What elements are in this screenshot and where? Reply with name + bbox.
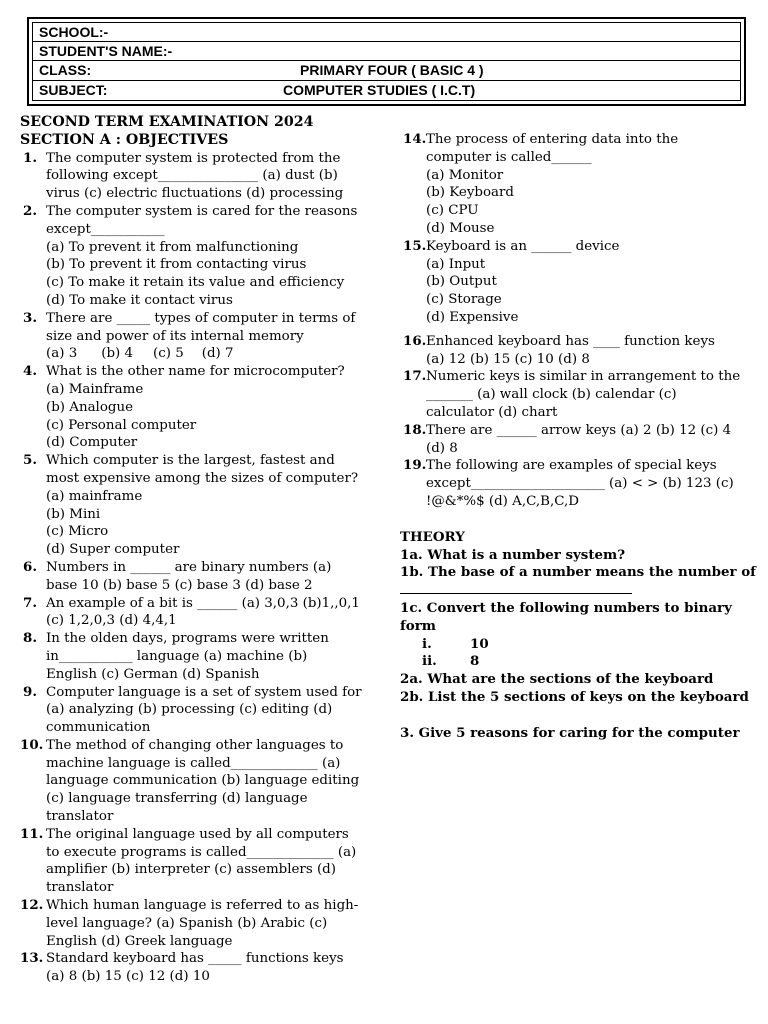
question-number: 16. xyxy=(403,332,427,349)
question-text: (c) 1,2,0,3 (d) 4,4,1 xyxy=(46,613,177,629)
sub-item-value: 8 xyxy=(470,653,480,670)
question-number: 13. xyxy=(20,950,44,967)
question-number: 12. xyxy=(20,897,44,914)
question-text: language communication (b) language editing xyxy=(46,773,360,789)
question-text: except____________________ (a) < > (b) 123 (c) xyxy=(426,476,734,492)
class-row xyxy=(33,61,740,80)
option: (a) 3 xyxy=(46,346,78,362)
question-number: 6. xyxy=(23,558,37,575)
question-number: 5. xyxy=(23,452,37,469)
school-label: SCHOOL:- xyxy=(39,24,109,40)
question-number: 18. xyxy=(403,421,427,438)
question-number: 3. xyxy=(23,309,37,326)
question-text: level language? (a) Spanish (b) Arabic (c) xyxy=(46,915,328,931)
question-text: machine language is called_____________ (a) xyxy=(46,755,341,771)
question-14 xyxy=(400,131,760,167)
option: (a) Mainframe xyxy=(46,381,144,397)
theory-question-1c: 1c. Convert the following numbers to binary xyxy=(400,599,732,616)
question-text: The method of changing other languages to xyxy=(46,737,344,753)
question-text: most expensive among the sizes of computer? xyxy=(46,470,359,486)
option: (d) 7 xyxy=(201,346,234,362)
question-number: 9. xyxy=(23,683,37,700)
option: (a) Input xyxy=(426,256,486,272)
theory-question-1c-cont: form xyxy=(400,617,436,634)
question-7 xyxy=(20,595,370,631)
question-text: An example of a bit is ______ (a) 3,0,3 (b)1,,0,1 xyxy=(46,595,360,611)
option: (b) Analogue xyxy=(46,399,134,415)
option: (d) To make it contact virus xyxy=(46,292,233,308)
sub-item-value: 10 xyxy=(470,635,489,652)
spacer xyxy=(400,707,760,725)
option: (c) Storage xyxy=(426,292,502,308)
option: (a) To prevent it from malfunctioning xyxy=(46,239,299,255)
roman-numeral: ii. xyxy=(422,653,437,670)
question-text: The computer system is cared for the reasons xyxy=(46,203,358,219)
question-text: The following are examples of special keys xyxy=(426,458,717,474)
question-text: (a) 12 (b) 15 (c) 10 (d) 8 xyxy=(426,351,590,367)
spacer xyxy=(400,511,760,529)
question-number: 2. xyxy=(23,202,37,219)
question-2 xyxy=(20,203,370,239)
question-text: base 10 (b) base 5 (c) base 3 (d) base 2 xyxy=(46,577,313,593)
question-17 xyxy=(400,368,760,421)
theory-question-3: 3. Give 5 reasons for caring for the computer xyxy=(400,724,740,741)
option: (b) To prevent it from contacting virus xyxy=(46,257,307,273)
option: (b) Keyboard xyxy=(426,185,515,201)
question-text: translator xyxy=(46,880,114,896)
question-text: Standard keyboard has _____ functions keys xyxy=(46,951,344,967)
option: (a) mainframe xyxy=(46,488,143,504)
question-1 xyxy=(20,150,370,203)
question-text: in___________ language (a) machine (b) xyxy=(46,648,308,664)
question-text: following except_______________ (a) dust (b) xyxy=(46,168,338,184)
option: (b) Output xyxy=(426,274,497,290)
question-text: There are _____ types of computer in terms of xyxy=(46,310,356,326)
question-number: 17. xyxy=(403,368,427,385)
question-text: Computer language is a set of system used for xyxy=(46,684,362,700)
theory-question-2a: 2a. What are the sections of the keyboard xyxy=(400,671,714,688)
option: (d) Super computer xyxy=(46,542,180,558)
option: (b) 4 xyxy=(101,346,134,362)
question-text: The computer system is protected from the xyxy=(46,150,341,166)
question-text: calculator (d) chart xyxy=(426,404,558,420)
question-text: Numbers in ______ are binary numbers (a) xyxy=(46,559,332,575)
question-11 xyxy=(20,826,370,897)
theory-section xyxy=(400,529,760,743)
question-text: (d) 8 xyxy=(426,440,458,456)
option: (c) Personal computer xyxy=(46,417,197,433)
question-number: 4. xyxy=(23,363,37,380)
question-8 xyxy=(20,630,370,683)
subject-value: COMPUTER STUDIES ( I.C.T) xyxy=(283,81,476,98)
left-column xyxy=(20,114,370,986)
question-text: In the olden days, programs were written xyxy=(46,631,329,647)
question-4 xyxy=(20,363,370,381)
question-text: !@&*%$ (d) A,C,B,C,D xyxy=(426,493,579,509)
subject-label: SUBJECT: xyxy=(39,81,108,98)
question-6 xyxy=(20,559,370,595)
question-text: There are ______ arrow keys (a) 2 (b) 12 (c) 4 xyxy=(426,422,732,438)
question-18 xyxy=(400,422,760,458)
question-19 xyxy=(400,457,760,510)
sub-item-i xyxy=(400,636,760,654)
question-number: 8. xyxy=(23,630,37,647)
sub-item-ii xyxy=(400,653,760,671)
theory-question-1b: 1b. The base of a number means the number of xyxy=(400,564,756,581)
section-a-title: SECTION A : OBJECTIVES xyxy=(20,131,229,148)
question-text: Which human language is referred to as high- xyxy=(46,898,359,914)
theory-question-1a: 1a. What is a number system? xyxy=(400,546,626,563)
question-text: (a) analyzing (b) processing (c) editing (d) xyxy=(46,702,333,718)
question-text: _______ (a) wall clock (b) calendar (c) xyxy=(426,387,677,403)
option: (d) Mouse xyxy=(426,220,495,236)
option: (d) Computer xyxy=(46,435,138,451)
question-number: 11. xyxy=(20,825,44,842)
option: (c) CPU xyxy=(426,203,479,219)
header-table xyxy=(27,17,746,106)
question-text: The original language used by all computers xyxy=(46,826,349,842)
question-text: except___________ xyxy=(46,221,165,237)
question-10 xyxy=(20,737,370,826)
subject-row xyxy=(33,81,740,100)
question-text: communication xyxy=(46,720,151,736)
answer-line-row xyxy=(400,582,760,600)
question-3 xyxy=(20,310,370,346)
question-number: 15. xyxy=(403,237,427,254)
inline-options xyxy=(20,345,370,363)
question-text: Keyboard is an ______ device xyxy=(426,238,620,254)
question-5 xyxy=(20,452,370,488)
class-label: CLASS: xyxy=(39,62,92,79)
question-9 xyxy=(20,684,370,737)
student-name-row xyxy=(33,42,740,61)
question-text: amplifier (b) interpreter (c) assemblers (d) xyxy=(46,862,336,878)
question-text: The process of entering data into the xyxy=(426,132,679,147)
option: (d) Expensive xyxy=(426,309,519,325)
answer-line xyxy=(400,583,632,594)
question-16 xyxy=(400,333,760,369)
option: (c) Micro xyxy=(46,524,109,540)
question-text: size and power of its internal memory xyxy=(46,328,304,344)
theory-title: THEORY xyxy=(400,528,465,545)
question-13 xyxy=(20,950,370,986)
question-15 xyxy=(400,238,760,256)
right-column xyxy=(400,131,760,743)
question-text: (a) 8 (b) 15 (c) 12 (d) 10 xyxy=(46,969,210,985)
option: (b) Mini xyxy=(46,506,101,522)
question-text: Enhanced keyboard has ____ function keys xyxy=(426,333,715,349)
question-number: 19. xyxy=(403,457,427,474)
question-text: English (c) German (d) Spanish xyxy=(46,666,260,682)
option: (c) To make it retain its value and efficiency xyxy=(46,275,345,291)
question-text: (c) language transferring (d) language xyxy=(46,791,308,807)
question-number: 1. xyxy=(23,149,37,166)
student-name-label: STUDENT'S NAME:- xyxy=(39,43,173,60)
question-text: to execute programs is called_____________ (a) xyxy=(46,844,357,860)
question-text: Which computer is the largest, fastest and xyxy=(46,453,335,469)
class-value: PRIMARY FOUR ( BASIC 4 ) xyxy=(300,62,484,79)
theory-question-2b: 2b. List the 5 sections of keys on the keyboard xyxy=(400,688,749,705)
exam-title: SECOND TERM EXAMINATION 2024 xyxy=(20,114,314,130)
option: (c) 5 xyxy=(153,346,184,362)
question-text: virus (c) electric fluctuations (d) processing xyxy=(46,186,344,202)
question-number: 7. xyxy=(23,594,37,611)
question-number: 14. xyxy=(403,131,427,147)
header-inner xyxy=(32,22,741,101)
question-12 xyxy=(20,897,370,950)
question-text: English (d) Greek language xyxy=(46,933,233,949)
question-text: computer is called______ xyxy=(426,149,592,165)
question-number: 10. xyxy=(20,736,44,753)
school-row xyxy=(33,23,740,42)
roman-numeral: i. xyxy=(422,635,432,652)
question-text: translator xyxy=(46,809,114,825)
option: (a) Monitor xyxy=(426,167,504,183)
question-text: What is the other name for microcomputer? xyxy=(46,364,345,380)
question-text: Numeric keys is similar in arrangement to the xyxy=(426,369,741,385)
